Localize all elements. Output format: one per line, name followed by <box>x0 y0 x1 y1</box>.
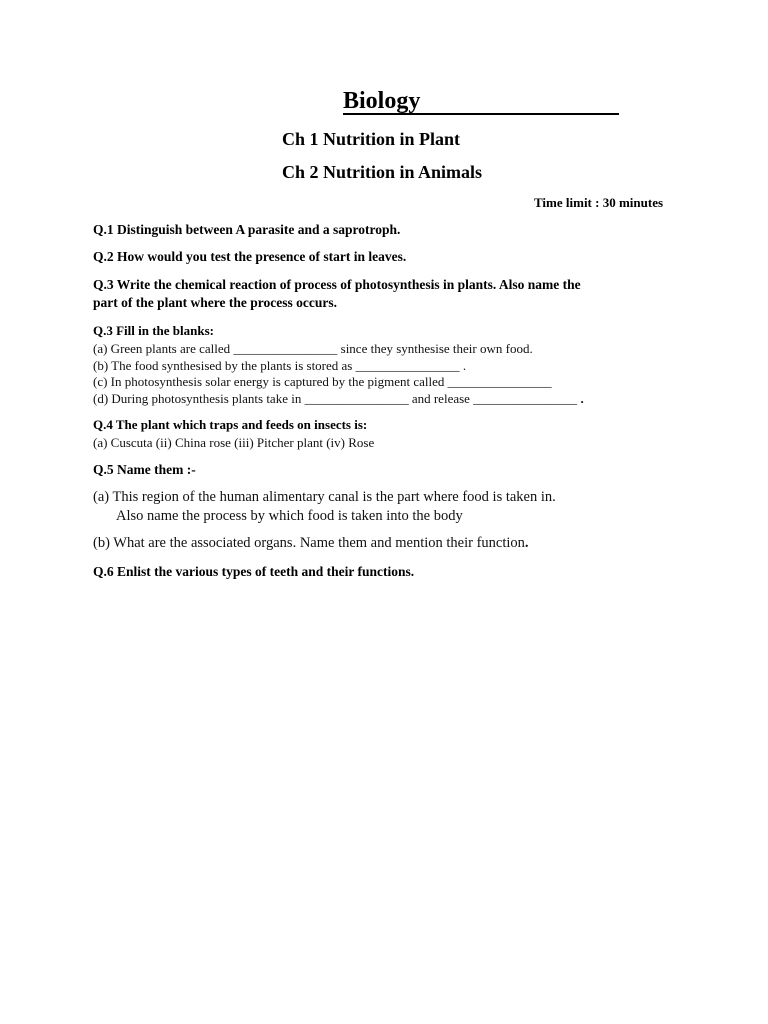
question-4-heading: Q.4 The plant which traps and feeds on insects is: <box>93 417 368 432</box>
page-title: Biology <box>343 86 619 115</box>
time-limit: Time limit : 30 minutes <box>534 195 664 210</box>
fill-blank-d-text: (d) During photosynthesis plants take in ________________ and release ________________ <box>93 391 578 406</box>
chapter-2-heading: Ch 2 Nutrition in Animals <box>282 162 483 182</box>
fill-blank-c: (c) In photosynthesis solar energy is captured by the pigment called ________________ <box>93 374 552 389</box>
fill-blank-d-period: . <box>580 391 584 406</box>
question-2: Q.2 How would you test the presence of start in leaves. <box>93 249 407 264</box>
question-4-options: (a) Cuscuta (ii) China rose (iii) Pitcher plant (iv) Rose <box>93 435 375 450</box>
question-5a-line-2: Also name the process by which food is taken into the body <box>116 508 463 524</box>
question-3-line-1: Q.3 Write the chemical reaction of process of photosynthesis in plants. Also name the <box>93 277 581 292</box>
fill-blank-b: (b) The food synthesised by the plants is stored as ________________ . <box>93 358 467 373</box>
question-6: Q.6 Enlist the various types of teeth and their functions. <box>93 564 415 579</box>
question-5a-line-1: (a) This region of the human alimentary canal is the part where food is taken in. <box>93 489 556 505</box>
fill-blank-a: (a) Green plants are called ________________ since they synthesise their own food. <box>93 341 533 356</box>
question-5b-text: (b) What are the associated organs. Name them and mention their function <box>93 535 525 551</box>
question-5b <box>93 534 529 553</box>
fill-blank-d <box>93 390 584 407</box>
chapter-1-heading: Ch 1 Nutrition in Plant <box>282 129 461 149</box>
question-5b-period: . <box>524 535 529 551</box>
question-3-line-2: part of the plant where the process occurs. <box>93 295 337 310</box>
question-1: Q.1 Distinguish between A parasite and a saprotroph. <box>93 222 401 237</box>
question-5-heading: Q.5 Name them :- <box>93 462 196 477</box>
fill-blanks-heading: Q.3 Fill in the blanks: <box>93 323 214 338</box>
